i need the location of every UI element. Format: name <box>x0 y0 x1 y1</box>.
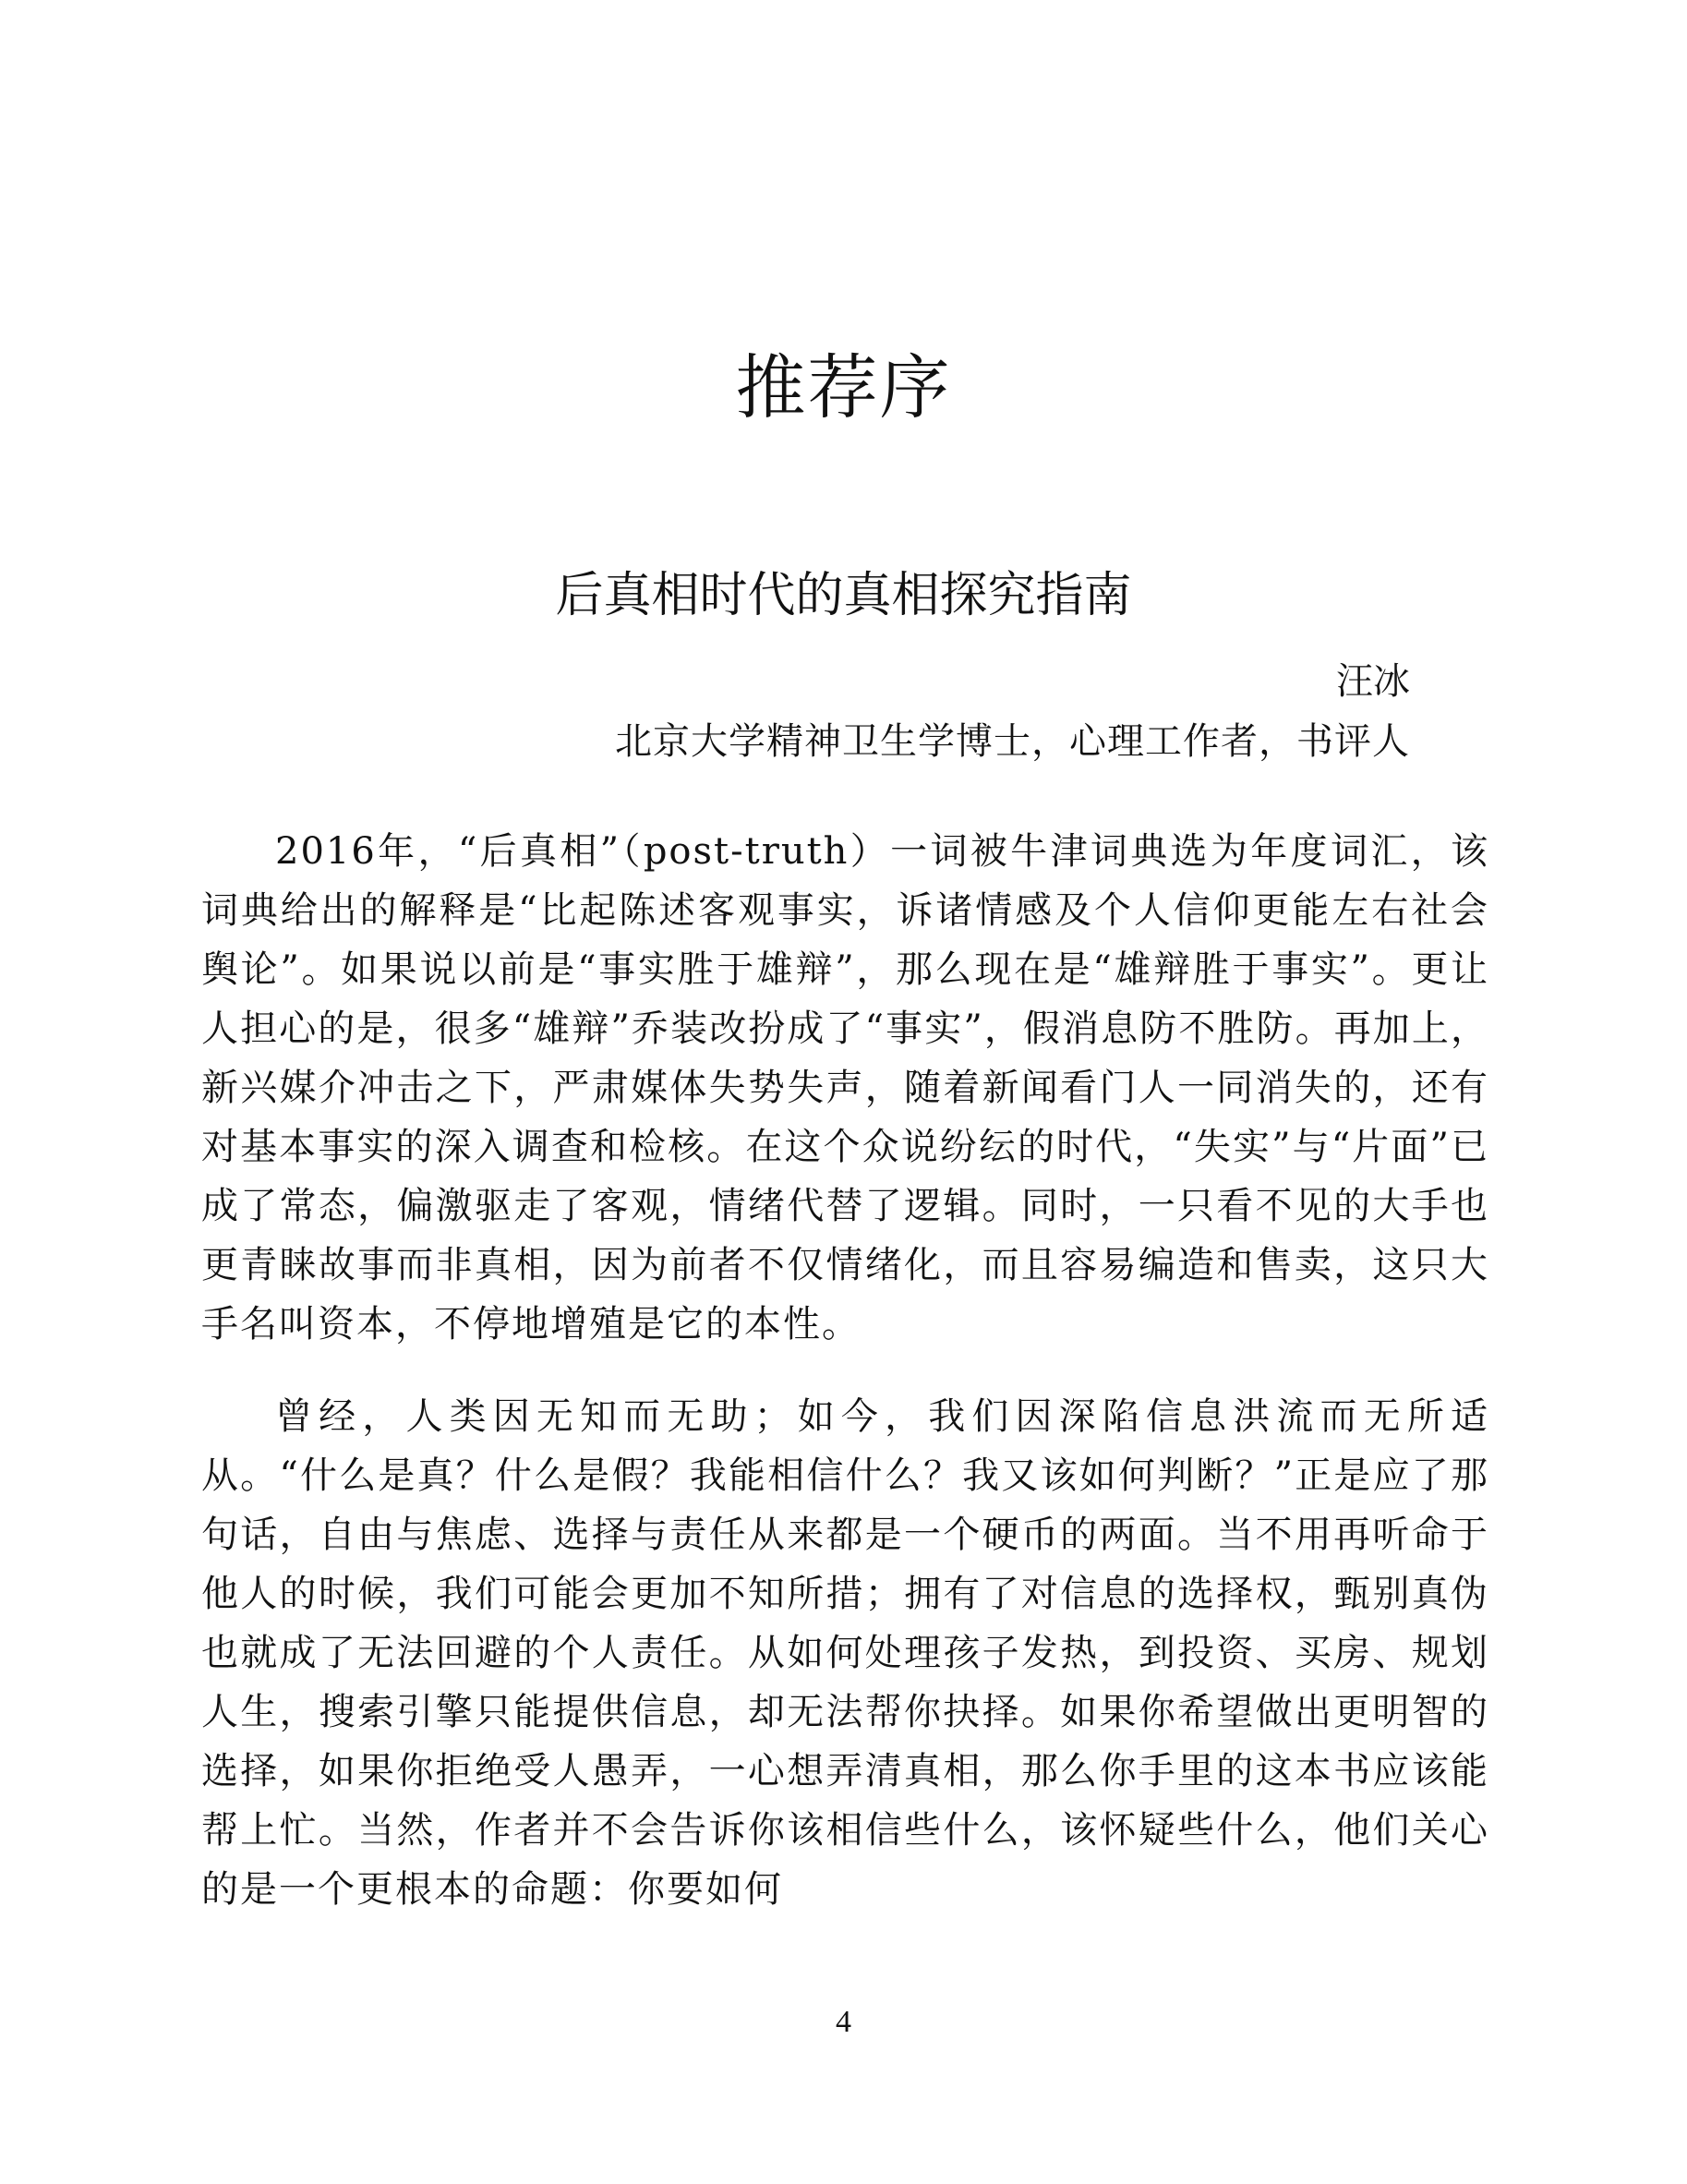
page-number: 4 <box>836 2005 851 2039</box>
page-subtitle: 后真相时代的真相探究指南 <box>555 568 1132 623</box>
author-name: 汪冰 <box>1336 660 1410 703</box>
page-title: 推荐序 <box>735 346 952 428</box>
body-text <box>201 822 1489 1952</box>
paragraph: 曾经，人类因无知而无助；如今，我们因深陷信息洪流而无所适从。“什么是真？什么是假？我能相信什么？我又该如何判断？”正是应了那句话，自由与焦虑、选择与责任从来都是一个硬币的两面。当不用再听命于他人的时候，我们可能会更加不知所措；拥有了对信息的选择权，甄别真伪也就成了无法回避的个人责任。从如何处理孩子发热，到投资、买房、规划人生，搜索引擎只能提供信息，却无法帮你抉择。如果你希望做出更明智的选择，如果你拒绝受人愚弄，一心想弄清真相，那么你手里的这本书应该能帮上忙。当然，作者并不会告诉你该相信些什么，该怀疑些什么，他们关心的是一个更根本的命题：你要如何 <box>201 1395 1489 1911</box>
author-affiliation: 北京大学精神卫生学博士，心理工作者，书评人 <box>615 720 1410 763</box>
paragraph: 2016年，“后真相”（post-truth）一词被牛津词典选为年度词汇，该词典给出的解释是“比起陈述客观事实，诉诸情感及个人信仰更能左右社会舆论”。如果说以前是“事实胜于雄辩”，那么现在是“雄辩胜于事实”。更让人担心的是，很多“雄辩”乔装改扮成了“事实”，假消息防不胜防。再加上，新兴媒介冲击之下，严肃媒体失势失声，随着新闻看门人一同消失的，还有对基本事实的深入调查和检核。在这个众说纷纭的时代，“失实”与“片面”已成了常态，偏激驱走了客观，情绪代替了逻辑。同时，一只看不见的大手也更青睐故事而非真相，因为前者不仅情绪化，而且容易编造和售卖，这只大手名叫资本，不停地增殖是它的本性。 <box>201 830 1489 1345</box>
